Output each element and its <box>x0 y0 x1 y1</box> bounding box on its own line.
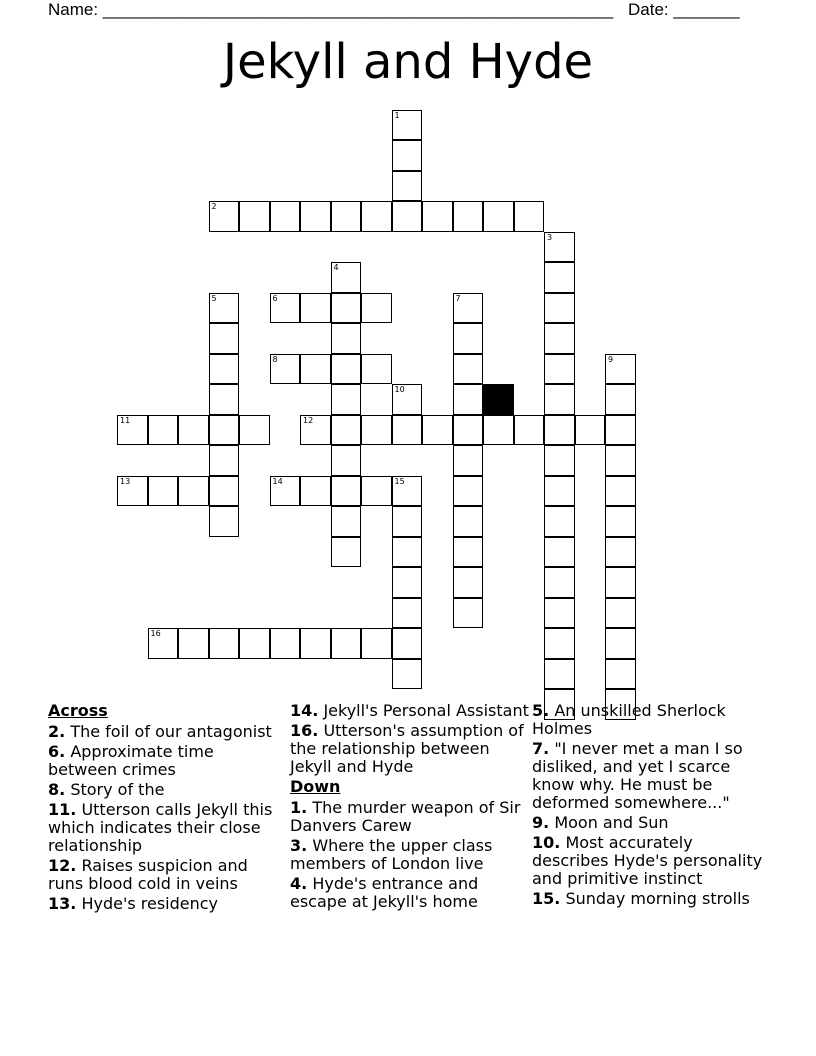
clue-down-15 <box>532 890 772 908</box>
grid-cell[interactable] <box>117 415 148 446</box>
grid-cell[interactable] <box>361 201 392 232</box>
grid-cell[interactable] <box>331 445 362 476</box>
grid-cell[interactable] <box>178 415 209 446</box>
grid-cell[interactable] <box>361 354 392 385</box>
clue-across-16 <box>290 722 530 776</box>
grid-cell[interactable] <box>605 354 636 385</box>
clue-text: Utterson's assumption of the relationship between Jekyll and Hyde <box>290 721 524 776</box>
grid-cell[interactable] <box>544 415 575 446</box>
cell-number: 13 <box>120 476 131 486</box>
grid-cell[interactable] <box>331 384 362 415</box>
cell-number: 14 <box>272 476 283 486</box>
clue-number: 8. <box>48 780 66 799</box>
grid-cell[interactable] <box>300 476 331 507</box>
clue-text: Jekyll's Personal Assistant <box>323 701 529 720</box>
grid-cell[interactable] <box>392 659 423 690</box>
clue-number: 3. <box>290 836 308 855</box>
grid-cell[interactable] <box>331 262 362 293</box>
grid-cell[interactable] <box>300 415 331 446</box>
cell-number: 12 <box>303 415 314 425</box>
grid-cell[interactable] <box>148 628 179 659</box>
grid-cell[interactable] <box>483 415 514 446</box>
grid-cell[interactable] <box>544 323 575 354</box>
grid-cell[interactable] <box>239 415 270 446</box>
grid-cell[interactable] <box>331 506 362 537</box>
grid-cell[interactable] <box>544 537 575 568</box>
clue-down-7 <box>532 740 772 812</box>
grid-cell[interactable] <box>331 537 362 568</box>
clue-down-10 <box>532 834 772 888</box>
clue-down-9 <box>532 814 772 832</box>
grid-cell[interactable] <box>453 445 484 476</box>
grid-cell[interactable] <box>453 354 484 385</box>
clue-text: Story of the <box>70 780 165 799</box>
grid-cell[interactable] <box>544 628 575 659</box>
grid-cell[interactable] <box>209 201 240 232</box>
cell-number: 11 <box>120 415 131 425</box>
grid-cell[interactable] <box>331 628 362 659</box>
grid-cell[interactable] <box>361 415 392 446</box>
grid-cell[interactable] <box>209 384 240 415</box>
clue-number: 11. <box>48 800 77 819</box>
grid-cell[interactable] <box>605 628 636 659</box>
grid-cell[interactable] <box>605 476 636 507</box>
grid-cell[interactable] <box>392 628 423 659</box>
clue-text: The murder weapon of Sir Danvers Carew <box>290 798 521 835</box>
grid-cell[interactable] <box>331 323 362 354</box>
grid-cell[interactable] <box>392 384 423 415</box>
grid-cell[interactable] <box>270 354 301 385</box>
name-field[interactable]: Name: ______________________________________________________ <box>48 0 614 19</box>
clue-number: 4. <box>290 874 308 893</box>
clue-number: 12. <box>48 856 77 875</box>
grid-cell[interactable] <box>453 293 484 324</box>
grid-cell[interactable] <box>422 415 453 446</box>
clue-number: 14. <box>290 701 319 720</box>
clue-text: Sunday morning strolls <box>565 889 750 908</box>
grid-cell[interactable] <box>331 354 362 385</box>
grid-cell[interactable] <box>270 476 301 507</box>
grid-cell[interactable] <box>178 628 209 659</box>
clue-number: 6. <box>48 742 66 761</box>
grid-block-cell <box>483 384 514 415</box>
clue-across-14 <box>290 702 530 720</box>
cell-number: 16 <box>150 629 161 638</box>
grid-cell[interactable] <box>209 293 240 324</box>
date-field[interactable]: Date: _______ <box>628 0 740 19</box>
grid-cell[interactable] <box>239 201 270 232</box>
grid-cell[interactable] <box>209 445 240 476</box>
grid-cell[interactable] <box>544 445 575 476</box>
clue-number: 5. <box>532 701 550 720</box>
grid-cell[interactable] <box>117 476 148 507</box>
grid-cell[interactable] <box>331 201 362 232</box>
grid-cell[interactable] <box>453 537 484 568</box>
clue-number: 13. <box>48 894 77 913</box>
grid-cell[interactable] <box>544 476 575 507</box>
grid-cell[interactable] <box>514 415 545 446</box>
grid-cell[interactable] <box>148 415 179 446</box>
clue-number: 7. <box>532 739 550 758</box>
clues-column-1 <box>48 702 283 915</box>
grid-cell[interactable] <box>209 628 240 659</box>
clue-across-8 <box>48 781 283 799</box>
clue-number: 10. <box>532 833 561 852</box>
grid-cell[interactable] <box>392 598 423 629</box>
cell-number: 10 <box>394 385 405 394</box>
grid-cell[interactable] <box>544 293 575 324</box>
grid-cell[interactable] <box>300 628 331 659</box>
clue-number: 2. <box>48 722 66 741</box>
cell-number: 7 <box>455 293 461 303</box>
grid-cell[interactable] <box>605 659 636 690</box>
grid-cell[interactable] <box>392 110 423 141</box>
grid-cell[interactable] <box>392 537 423 568</box>
clue-text: "I never met a man I so disliked, and yet I scarce know why. He must be deformed somewhere..." <box>532 739 743 812</box>
clue-text: Moon and Sun <box>554 813 669 832</box>
grid-cell[interactable] <box>300 293 331 324</box>
grid-cell[interactable] <box>209 323 240 354</box>
grid-cell[interactable] <box>209 415 240 446</box>
cell-number: 8 <box>272 354 278 364</box>
grid-cell[interactable] <box>544 506 575 537</box>
grid-cell[interactable] <box>209 476 240 507</box>
clue-across-6 <box>48 743 283 779</box>
grid-cell[interactable] <box>392 567 423 598</box>
grid-cell[interactable] <box>605 537 636 568</box>
puzzle-title: Jekyll and Hyde <box>222 34 594 90</box>
grid-cell[interactable] <box>544 384 575 415</box>
grid-cell[interactable] <box>392 476 423 507</box>
grid-cell[interactable] <box>392 171 423 202</box>
clue-number: 1. <box>290 798 308 817</box>
clue-down-1 <box>290 799 530 835</box>
grid-cell[interactable] <box>392 201 423 232</box>
grid-cell[interactable] <box>178 476 209 507</box>
grid-cell[interactable] <box>544 354 575 385</box>
clue-down-4 <box>290 875 530 911</box>
clue-text: Raises suspicion and runs blood cold in veins <box>48 856 248 893</box>
grid-cell[interactable] <box>544 598 575 629</box>
across-heading: Across <box>48 701 108 720</box>
clue-text: Utterson calls Jekyll this which indicates their close relationship <box>48 800 273 855</box>
clue-number: 16. <box>290 721 319 740</box>
clue-text: The foil of our antagonist <box>70 722 272 741</box>
grid-cell[interactable] <box>544 262 575 293</box>
grid-cell[interactable] <box>453 506 484 537</box>
grid-cell[interactable] <box>422 201 453 232</box>
grid-cell[interactable] <box>392 415 423 446</box>
clue-number: 9. <box>532 813 550 832</box>
cell-number: 15 <box>394 476 405 486</box>
grid-cell[interactable] <box>209 506 240 537</box>
cell-number: 1 <box>394 110 400 120</box>
clues-column-2 <box>290 702 530 913</box>
clues-column-3 <box>532 702 772 910</box>
grid-cell[interactable] <box>453 567 484 598</box>
clue-number: 15. <box>532 889 561 908</box>
grid-cell[interactable] <box>361 293 392 324</box>
grid-cell[interactable] <box>300 354 331 385</box>
grid-cell[interactable] <box>605 415 636 446</box>
grid-cell[interactable] <box>331 293 362 324</box>
grid-cell[interactable] <box>453 384 484 415</box>
grid-cell[interactable] <box>300 201 331 232</box>
grid-cell[interactable] <box>361 628 392 659</box>
cell-number: 9 <box>608 354 614 364</box>
grid-cell[interactable] <box>453 598 484 629</box>
grid-cell[interactable] <box>392 506 423 537</box>
grid-cell[interactable] <box>544 659 575 690</box>
grid-cell[interactable] <box>331 476 362 507</box>
grid-cell[interactable] <box>605 567 636 598</box>
grid-cell[interactable] <box>361 476 392 507</box>
cell-number: 6 <box>272 293 278 303</box>
grid-cell[interactable] <box>209 354 240 385</box>
cell-number: 4 <box>333 263 339 272</box>
grid-cell[interactable] <box>605 506 636 537</box>
clue-down-5 <box>532 702 772 738</box>
grid-cell[interactable] <box>483 201 514 232</box>
clue-text: Hyde's entrance and escape at Jekyll's home <box>290 874 479 911</box>
grid-cell[interactable] <box>605 384 636 415</box>
grid-cell[interactable] <box>453 201 484 232</box>
grid-cell[interactable] <box>605 598 636 629</box>
grid-cell[interactable] <box>239 628 270 659</box>
cell-number: 5 <box>211 293 217 303</box>
clue-across-11 <box>48 801 283 855</box>
grid-cell[interactable] <box>514 201 545 232</box>
grid-cell[interactable] <box>544 567 575 598</box>
clue-down-3 <box>290 837 530 873</box>
grid-cell[interactable] <box>605 445 636 476</box>
cell-number: 3 <box>547 232 553 242</box>
clue-across-2 <box>48 723 283 741</box>
grid-cell[interactable] <box>453 323 484 354</box>
grid-cell[interactable] <box>392 140 423 171</box>
clue-text: An unskilled Sherlock Holmes <box>532 701 726 738</box>
grid-cell[interactable] <box>270 201 301 232</box>
grid-cell[interactable] <box>270 628 301 659</box>
clue-across-13 <box>48 895 283 913</box>
grid-cell[interactable] <box>270 293 301 324</box>
grid-cell[interactable] <box>453 476 484 507</box>
clue-text: Most accurately describes Hyde's personality and primitive instinct <box>532 833 763 888</box>
grid-cell[interactable] <box>331 415 362 446</box>
clue-text: Where the upper class members of London live <box>290 836 493 873</box>
grid-cell[interactable] <box>148 476 179 507</box>
grid-cell[interactable] <box>544 232 575 263</box>
grid-cell[interactable] <box>453 415 484 446</box>
down-heading: Down <box>290 777 341 796</box>
clue-across-12 <box>48 857 283 893</box>
cell-number: 2 <box>211 202 217 211</box>
clue-text: Approximate time between crimes <box>48 742 214 779</box>
grid-cell[interactable] <box>575 415 606 446</box>
clue-text: Hyde's residency <box>81 894 219 913</box>
